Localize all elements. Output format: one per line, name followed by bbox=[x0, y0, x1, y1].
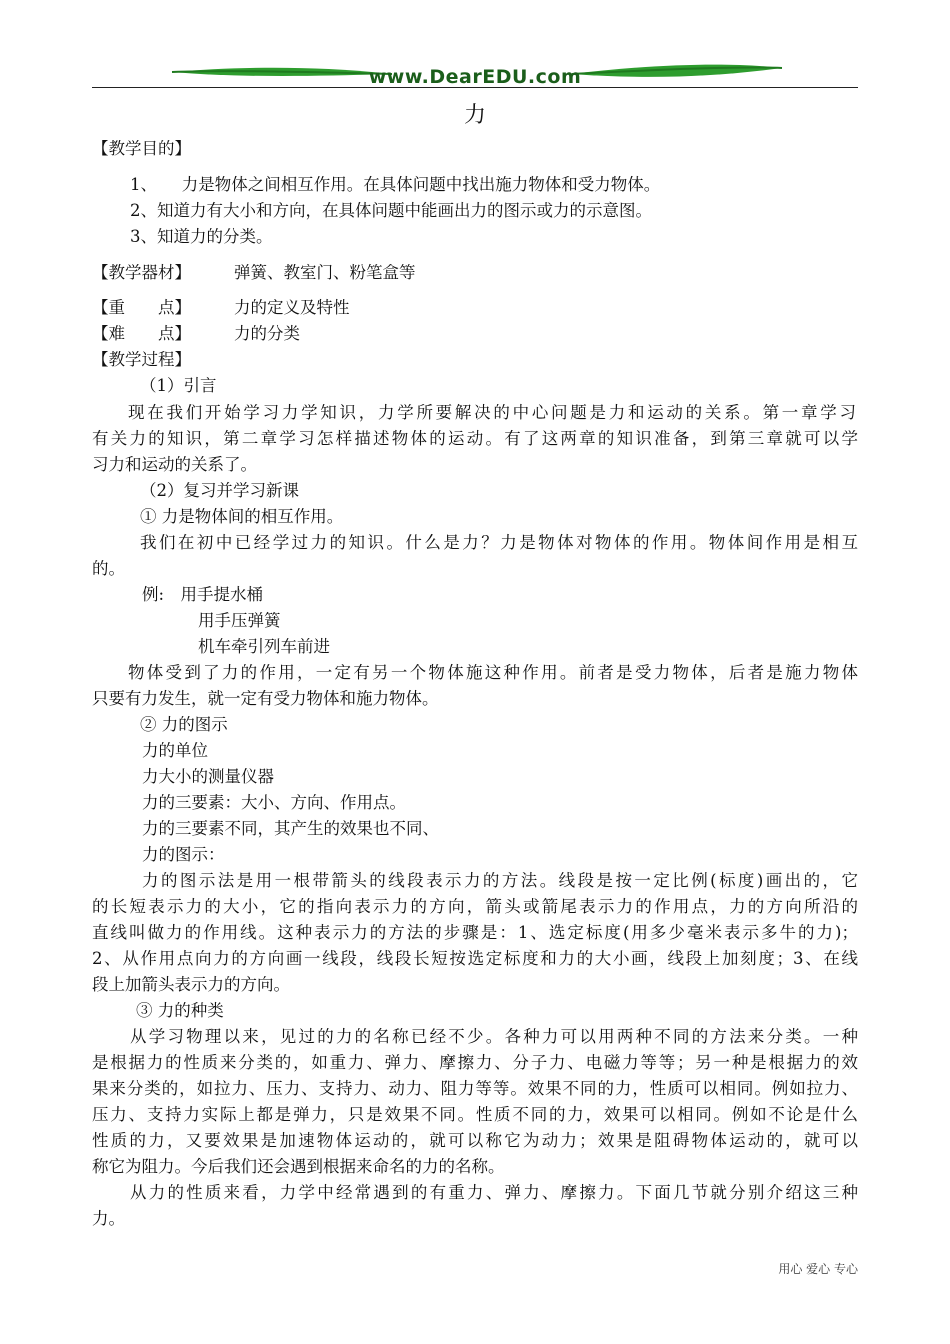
body-line: 压力、支持力实际上都是弹力，只是效果不同。性质不同的力，效果可以相同。例如不论是什么 bbox=[92, 1105, 858, 1124]
body-line: 只要有力发生，就一定有受力物体和施力物体。 bbox=[92, 689, 439, 708]
key-point-label: 【重 点】 bbox=[92, 298, 191, 317]
difficulty-value: 力的分类 bbox=[234, 324, 300, 343]
body-line: 物体受到了力的作用，一定有另一个物体施这种作用。前者是受力物体，后者是施力物体 bbox=[128, 663, 858, 682]
body-line: 力的图示： bbox=[142, 845, 225, 864]
body-line: 力。 bbox=[92, 1209, 125, 1228]
body-line: 力的单位 bbox=[142, 741, 208, 760]
body-line: 力的三要素不同，其产生的效果也不同、 bbox=[142, 819, 439, 838]
body-line: 力的图示法是用一根带箭头的线段表示力的方法。线段是按一定比例(标度)画出的，它 bbox=[142, 871, 858, 890]
header-divider bbox=[92, 87, 858, 88]
body-line: 力的三要素：大小、方向、作用点。 bbox=[142, 793, 406, 812]
section-heading: （2）复习并学习新课 bbox=[140, 481, 299, 500]
key-point-value: 力的定义及特性 bbox=[234, 298, 350, 317]
objective-item: 2、知道力有大小和方向，在具体问题中能画出力的图示或力的示意图。 bbox=[130, 201, 652, 220]
body-line: 我们在初中已经学过力的知识。什么是力？力是物体对物体的作用。物体间作用是相互 bbox=[140, 533, 858, 552]
body-line: 果来分类的，如拉力、压力、支持力、动力、阻力等等。效果不同的力，性质可以相同。例如拉力、 bbox=[92, 1079, 858, 1098]
section-heading: （1）引言 bbox=[140, 376, 217, 395]
difficulty-label: 【难 点】 bbox=[92, 324, 191, 343]
body-line: 是根据力的性质来分类的，如重力、弹力、摩擦力、分子力、电磁力等等；另一种是根据力的效 bbox=[92, 1053, 858, 1072]
body-line: 从力的性质来看，力学中经常遇到的有重力、弹力、摩擦力。下面几节就分别介绍这三种 bbox=[130, 1183, 858, 1202]
example-item: 机车牵引列车前进 bbox=[198, 637, 330, 656]
example-item: 用手压弹簧 bbox=[198, 611, 281, 630]
site-logo-text: www.DearEDU.com bbox=[368, 66, 582, 88]
body-line: 的。 bbox=[92, 559, 125, 578]
body-line: 段上加箭头表示力的方向。 bbox=[92, 975, 290, 994]
subsection-heading: ② 力的图示 bbox=[140, 715, 228, 734]
example-item: 例: 用手提水桶 bbox=[142, 585, 264, 604]
process-heading: 【教学过程】 bbox=[92, 350, 191, 369]
body-line: 称它为阻力。今后我们还会遇到根据来命名的力的名称。 bbox=[92, 1157, 505, 1176]
objective-item: 1、 力是物体之间相互作用。在具体问题中找出施力物体和受力物体。 bbox=[130, 175, 661, 194]
body-line: 习力和运动的关系了。 bbox=[92, 455, 257, 474]
subsection-heading: ① 力是物体间的相互作用。 bbox=[140, 507, 344, 526]
body-line: 直线叫做力的作用线。这种表示力的方法的步骤是：1、选定标度(用多少毫米表示多牛的力)； bbox=[92, 923, 858, 942]
body-line: 的长短表示力的大小，它的指向表示力的方向，箭头或箭尾表示力的作用点，力的方向所沿的 bbox=[92, 897, 858, 916]
equipment-value: 弹簧、教室门、粉笔盒等 bbox=[234, 263, 416, 282]
subsection-heading: ③ 力的种类 bbox=[136, 1001, 224, 1020]
body-line: 性质的力，又要效果是加速物体运动的，就可以称它为动力；效果是阻碍物体运动的，就可以 bbox=[92, 1131, 858, 1150]
body-line: 2、从作用点向力的方向画一线段，线段长短按选定标度和力的大小画，线段上加刻度；3、在线 bbox=[92, 949, 858, 968]
body-line: 力大小的测量仪器 bbox=[142, 767, 274, 786]
equipment-label: 【教学器材】 bbox=[92, 263, 191, 282]
objectives-heading: 【教学目的】 bbox=[92, 139, 191, 158]
page-title: 力 bbox=[463, 103, 486, 128]
body-line: 现在我们开始学习力学知识，力学所要解决的中心问题是力和运动的关系。第一章学习 bbox=[128, 403, 856, 422]
body-line: 从学习物理以来，见过的力的名称已经不少。各种力可以用两种不同的方法来分类。一种 bbox=[130, 1027, 858, 1046]
body-line: 有关力的知识，第二章学习怎样描述物体的运动。有了这两章的知识准备，到第三章就可以学 bbox=[92, 429, 858, 448]
footer-slogan: 用心 爱心 专心 bbox=[778, 1262, 858, 1276]
objective-item: 3、知道力的分类。 bbox=[130, 227, 273, 246]
